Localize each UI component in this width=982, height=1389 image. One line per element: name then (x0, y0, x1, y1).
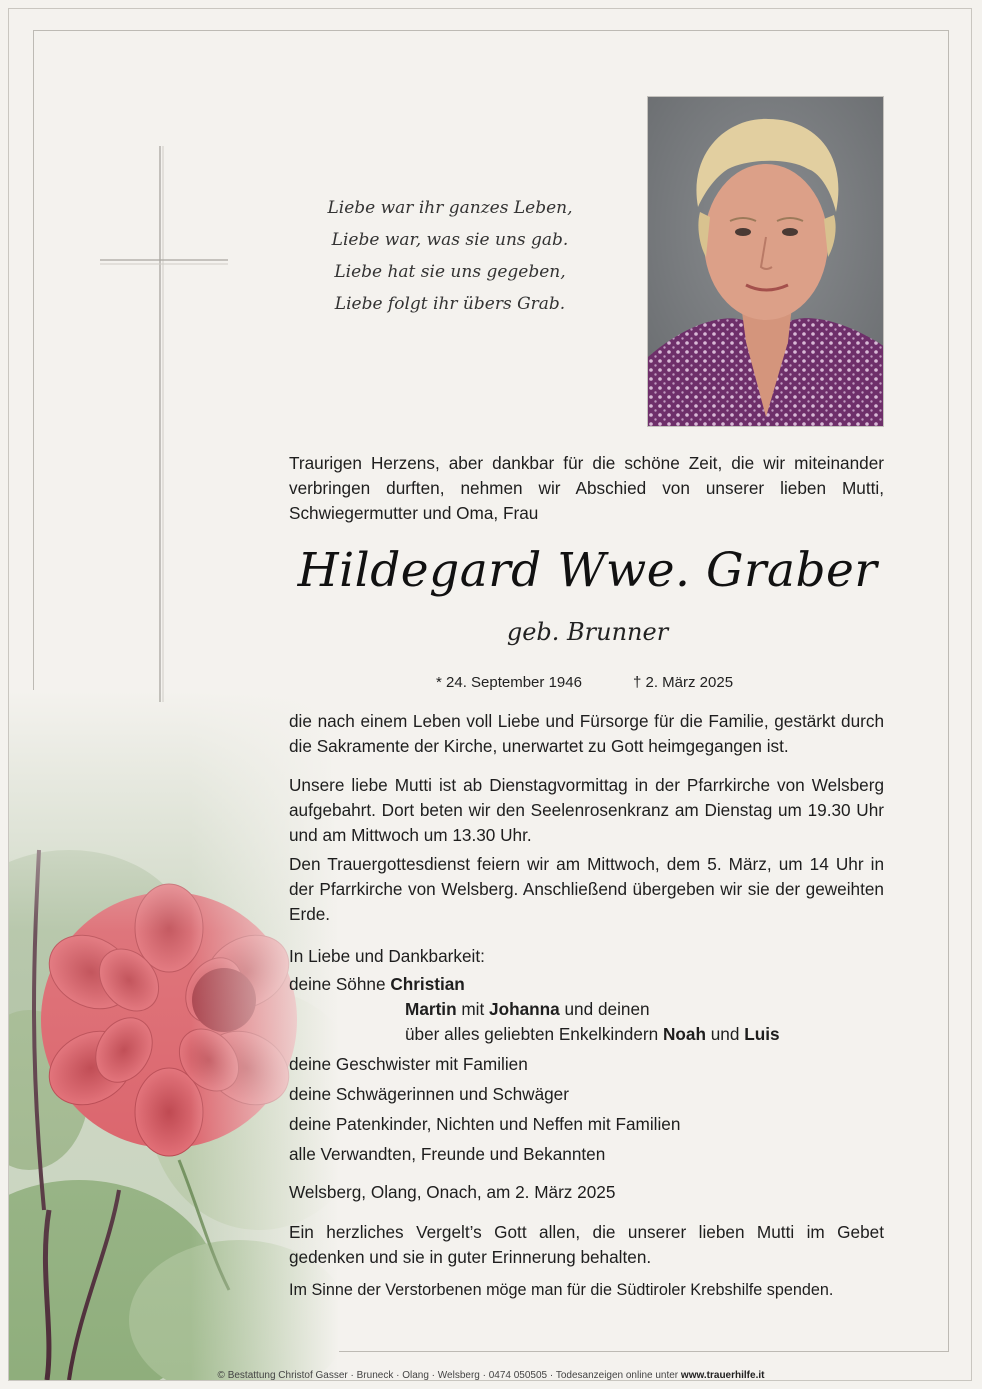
birth-date: * 24. September 1946 (436, 674, 582, 691)
grandkids-line (405, 1022, 780, 1047)
portrait-image (648, 97, 884, 427)
grandkid-name: Noah (663, 1024, 706, 1044)
place-date: Welsberg, Olang, Onach, am 2. März 2025 (289, 1182, 616, 1202)
paragraph-viewing: Unsere liebe Mutti ist ab Dienstagvormittag in der Pfarrkirche von Welsberg aufgebahrt. Dort beten wir den Seelenrosenkranz am Dienstag um 19.30 Uhr und am Mittwoch um 13.30 Uhr. (289, 775, 884, 845)
poem-line: Liebe hat sie uns gegeben, (334, 262, 566, 282)
sons-prefix: deine Söhne (289, 974, 386, 994)
mourner-line: deine Geschwister mit Familien (289, 1054, 528, 1074)
and-word: und (710, 1024, 740, 1044)
son-name: Martin (405, 999, 457, 1019)
and-yours-text: und deinen (564, 999, 650, 1019)
grandkid-name: Luis (744, 1024, 780, 1044)
footer-text: © Bestattung Christof Gasser · Bruneck · Olang · Welsberg · 0474 050505 · Todesanzeigen online unter (217, 1370, 679, 1381)
poem (290, 192, 610, 320)
poem-line: Liebe folgt ihr übers Grab. (334, 294, 566, 314)
donation-text: Im Sinne der Verstorbenen möge man für die Südtiroler Krebshilfe spenden. (289, 1281, 834, 1299)
intro-text: Traurigen Herzens, aber dankbar für die schöne Zeit, die wir miteinander verbringen durften, nehmen wir Abschied von unserer lieben Mutti, Schwiegermutter und Oma, Frau (289, 453, 884, 523)
sons-line (289, 972, 465, 997)
deceased-name: Hildegard Wwe. Graber (297, 543, 878, 598)
son2-line (405, 997, 650, 1022)
poem-line: Liebe war ihr ganzes Leben, (327, 198, 573, 218)
death-date: † 2. März 2025 (633, 674, 734, 691)
mourner-line: alle Verwandten, Freunde und Bekannten (289, 1144, 606, 1164)
cross-icon (100, 146, 228, 702)
footer-link[interactable]: www.trauerhilfe.it (680, 1370, 765, 1381)
footer (0, 1370, 982, 1381)
thanks-text: Ein herzliches Vergelt’s Gott allen, die unserer lieben Mutti im Gebet gedenken und sie in guter Erinnerung behalten. (289, 1222, 884, 1267)
portrait-photo (647, 96, 884, 427)
spouse-name: Johanna (489, 999, 560, 1019)
with-word: mit (461, 999, 485, 1019)
paragraph-passing: die nach einem Leben voll Liebe und Fürsorge für die Familie, gestärkt durch die Sakramente der Kirche, unerwartet zu Gott heimgegangen ist. (289, 711, 884, 756)
poem-line: Liebe war, was sie uns gab. (331, 230, 569, 250)
mourners-heading: In Liebe und Dankbarkeit: (289, 946, 485, 966)
grandkids-text: über alles geliebten Enkelkindern (405, 1024, 659, 1044)
mourner-line: deine Schwägerinnen und Schwäger (289, 1084, 569, 1104)
mourner-line: deine Patenkinder, Nichten und Neffen mit Familien (289, 1114, 681, 1134)
maiden-name: geb. Brunner (506, 618, 669, 646)
paragraph-funeral: Den Trauergottesdienst feiern wir am Mittwoch, dem 5. März, um 14 Uhr in der Pfarrkirche von Welsberg. Anschließend übergeben wir sie der geweihten Erde. (289, 854, 884, 924)
son-name: Christian (390, 974, 465, 994)
